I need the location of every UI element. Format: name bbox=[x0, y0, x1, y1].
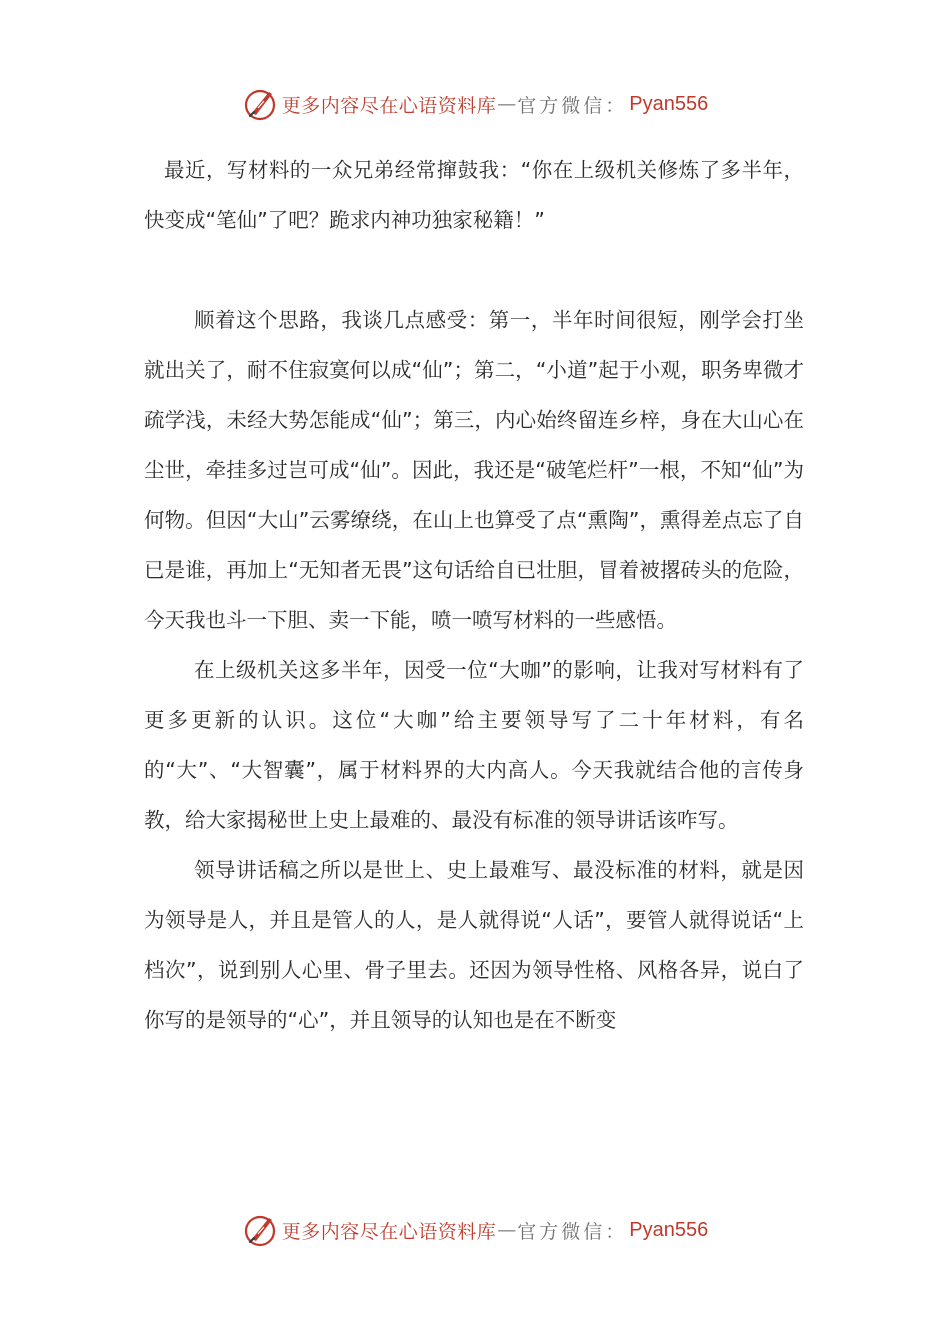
banner-text: 更多内容尽在心语资料库 bbox=[281, 94, 497, 117]
wechat-id: Pyan556 bbox=[629, 1218, 709, 1241]
quill-logo-icon bbox=[242, 86, 278, 122]
wechat-id: Pyan556 bbox=[629, 92, 709, 115]
banner-dash: — bbox=[497, 93, 517, 115]
paragraph-1: 最近，写材料的一众兄弟经常撺鼓我：“你在上级机关修炼了多半年，快变成“笔仙”了吧？跪求内神功独家秘籍！” bbox=[144, 158, 804, 232]
footer-banner bbox=[0, 1210, 950, 1250]
document-body bbox=[144, 145, 804, 1045]
wechat-label: 官方微信： bbox=[517, 1220, 628, 1243]
paragraph-4: 领导讲话稿之所以是世上、史上最难写、最没标准的材料，就是因为领导是人，并且是管人的人，是人就得说“人话”，要管人就得说话“上档次”，说到别人心里、骨子里去。还因为领导性格、风格各异，说白了你写的是领导的“心”，并且领导的认知也是在不断变 bbox=[144, 858, 804, 1032]
header-banner bbox=[0, 84, 950, 124]
paragraph-3: 在上级机关这多半年，因受一位“大咖”的影响，让我对写材料有了更多更新的认识。这位“大咖”给主要领导写了二十年材料，有名的“大”、“大智囊”，属于材料界的大内高人。今天我就结合他的言传身教，给大家揭秘世上史上最难的、最没有标准的领导讲话该咋写。 bbox=[144, 658, 804, 832]
banner-dash: — bbox=[497, 1219, 517, 1241]
quill-logo-icon bbox=[242, 1212, 278, 1248]
paragraph-gap bbox=[144, 245, 804, 295]
banner-text: 更多内容尽在心语资料库 bbox=[281, 1220, 497, 1243]
paragraph-2: 顺着这个思路，我谈几点感受：第一，半年时间很短，刚学会打坐就出关了，耐不住寂寞何以成“仙”；第二，“小道”起于小观，职务卑微才疏学浅，未经大势怎能成“仙”；第三，内心始终留连乡梓，身在大山心在尘世，牵挂多过岂可成“仙”。因此，我还是“破笔烂杆”一根，不知“仙”为何物。但因“大山”云雾缭绕，在山上也算受了点“熏陶”，熏得差点忘了自已是谁，再加上“无知者无畏”这句话给自已壮胆，冒着被撂砖头的危险，今天我也斗一下胆、卖一下能，喷一喷写材料的一些感悟。 bbox=[144, 308, 804, 632]
wechat-label: 官方微信： bbox=[517, 94, 628, 117]
